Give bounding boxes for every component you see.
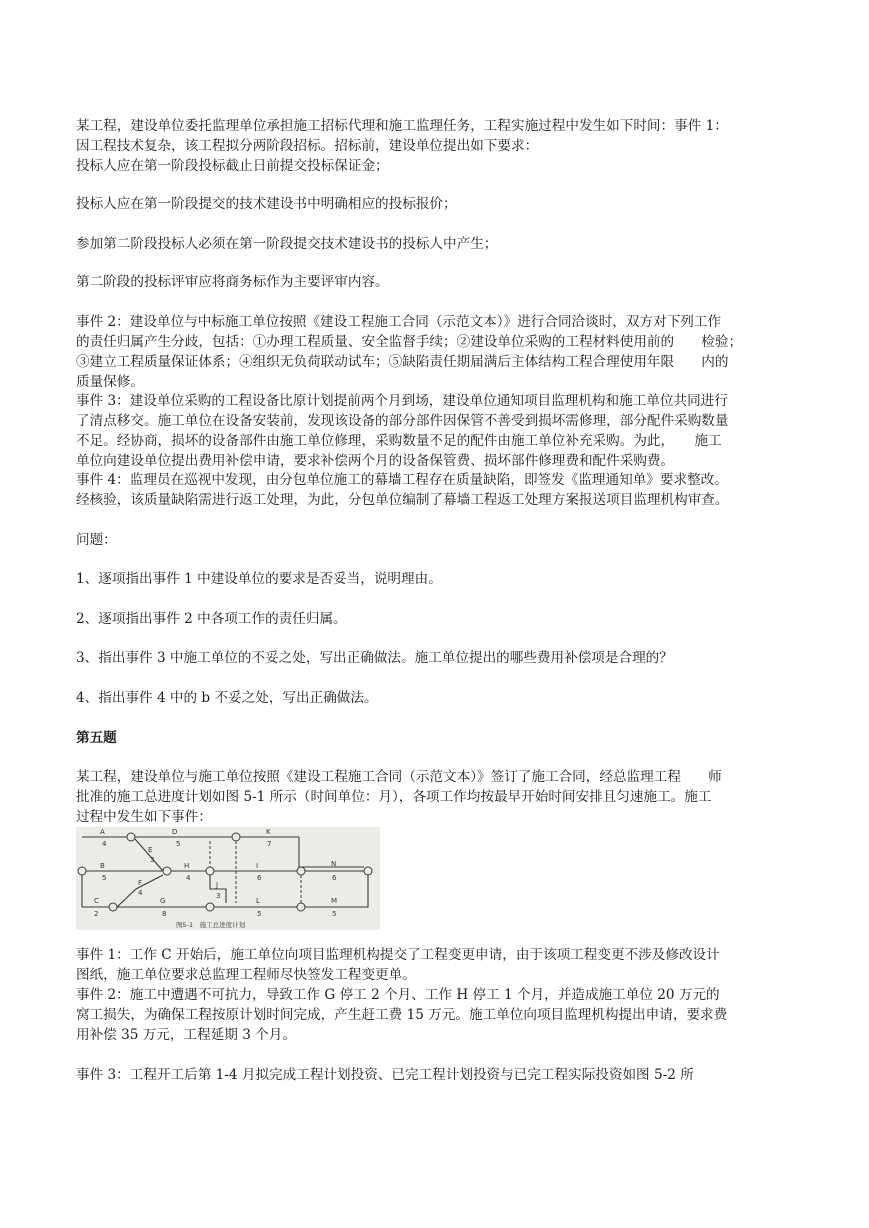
activity-label: I <box>256 862 259 870</box>
text-line: 事件 2：施工中遭遇不可抗力，导致工作 G 停工 2 个月、工作 H 停工 1 个月，并造成施工单位 20 万元的 <box>76 987 720 1003</box>
activity-duration: 4 <box>138 889 143 897</box>
activity-duration: 8 <box>162 910 167 918</box>
text-line: 过程中发生如下事件： <box>76 809 212 825</box>
activity-duration: 5 <box>332 910 337 918</box>
activity-label: M <box>331 897 338 905</box>
activity-label: N <box>331 860 337 868</box>
text-line: 参加第二阶段投标人必须在第一阶段提交技术建设书的投标人中产生； <box>76 236 498 252</box>
text-line: ③建立工程质量保证体系；④组织无负荷联动试车；⑤缺陷责任期届满后主体结构工程合理使用年限 内的 <box>76 354 729 370</box>
activity-label: H <box>184 862 190 870</box>
text-line: 批准的施工总进度计划如图 5-1 所示（时间单位：月），各项工作均按最早开始时间安排且匀速施工。施工 <box>76 789 712 805</box>
activity-duration: 5 <box>176 840 181 848</box>
text-line: 事件 4：监理员在巡视中发现，由分包单位施工的幕墙工程存在质量缺陷，即签发《监理通知单》要求整改。 <box>76 472 728 488</box>
activity-label: K <box>266 828 271 836</box>
text-line: 投标人应在第一阶段投标截止日前提交投标保证金； <box>76 158 389 174</box>
activity-label: G <box>160 897 166 905</box>
activity-label: F <box>138 879 143 887</box>
text-line: 事件 3：建设单位采购的工程设备比原计划提前两个月到场，建设单位通知项目监理机构和施工单位共同进行 <box>76 393 728 409</box>
text-line: 事件 1：工作 C 开始后，施工单位向项目监理机构提交了工程变更申请，由于该项工程变更不涉及修改设计 <box>76 947 720 963</box>
activity-label: C <box>94 897 99 905</box>
activity-duration: 4 <box>102 840 107 848</box>
activity-label: L <box>256 897 260 905</box>
text-line: 第二阶段的投标评审应将商务标作为主要评审内容。 <box>76 274 389 290</box>
activity-label: E <box>148 846 153 854</box>
question-1: 1、逐项指出事件 1 中建设单位的要求是否妥当，说明理由。 <box>76 571 442 587</box>
activity-label: J <box>216 881 219 889</box>
text-line: 经核验，该质量缺陷需进行返工处理，为此，分包单位编制了幕墙工程返工处理方案报送项目监理机构审查。 <box>76 492 729 508</box>
text-line: 质量保修。 <box>76 374 144 390</box>
text-line: 图纸，施工单位要求总监理工程师尽快签发工程变更单。 <box>76 967 416 983</box>
figure-caption: 图5-1 施工总进度计划 <box>176 921 246 929</box>
network-diagram <box>76 827 380 930</box>
activity-duration: 6 <box>257 874 262 882</box>
activity-duration: 6 <box>332 874 337 882</box>
text-line: 不足。经协商，损坏的设备部件由施工单位修理，采购数量不足的配件由施工单位补充采购。为此， 施工 <box>76 433 722 449</box>
activity-duration: 5 <box>257 910 262 918</box>
activity-duration: 3 <box>150 856 155 864</box>
network-diagram-figure <box>76 827 380 930</box>
text-line: 的责任归属产生分歧，包括：①办理工程质量、安全监督手续；②建设单位采购的工程材料使用前的 检验； <box>76 334 743 350</box>
text-line: 用补偿 35 万元，工程延期 3 个月。 <box>76 1027 296 1043</box>
section-heading: 第五题 <box>76 730 117 746</box>
activity-label: A <box>100 828 105 836</box>
activity-duration: 2 <box>94 910 99 918</box>
text-line: 某工程，建设单位委托监理单位承担施工招标代理和施工监理任务，工程实施过程中发生如下时间：事件 1： <box>76 118 728 134</box>
activity-label: D <box>172 828 178 836</box>
text-line: 因工程技术复杂，该工程拟分两阶段招标。招标前，建设单位提出如下要求： <box>76 138 539 154</box>
text-line: 问题： <box>76 532 117 548</box>
activity-duration: 3 <box>216 892 221 900</box>
activity-duration: 5 <box>102 874 107 882</box>
activity-duration: 4 <box>186 874 191 882</box>
question-4: 4、指出事件 4 中的 b 不妥之处，写出正确做法。 <box>76 690 378 706</box>
activity-label: B <box>100 862 105 870</box>
text-line: 投标人应在第一阶段提交的技术建设书中明确相应的投标报价； <box>76 196 457 212</box>
question-2: 2、逐项指出事件 2 中各项工作的责任归属。 <box>76 611 347 627</box>
text-line: 单位向建设单位提出费用补偿申请，要求补偿两个月的设备保管费、损坏部件修理费和配件采购费。 <box>76 453 675 469</box>
text-line: 某工程，建设单位与施工单位按照《建设工程施工合同（示范文本）》签订了施工合同，经总监理工程 师 <box>76 769 722 785</box>
activity-duration: 7 <box>267 840 272 848</box>
text-line: 事件 2：建设单位与中标施工单位按照《建设工程施工合同（示范文本）》进行合同洽谈时，双方对下列工作 <box>76 314 722 330</box>
text-line: 事件 3：工程开工后第 1-4 月拟完成工程计划投资、已完工程计划投资与已完工程实际投资如图 5-2 所 <box>76 1067 694 1083</box>
text-line: 了清点移交。施工单位在设备安装前，发现该设备的部分部件因保管不善受到损坏需修理，部分配件采购数量 <box>76 413 729 429</box>
text-line: 窝工损失，为确保工程按原计划时间完成，产生赶工费 15 万元。施工单位向项目监理机构提出申请，要求费 <box>76 1007 728 1023</box>
question-3: 3、指出事件 3 中施工单位的不妥之处，写出正确做法。施工单位提出的哪些费用补偿项是合理的？ <box>76 650 673 666</box>
